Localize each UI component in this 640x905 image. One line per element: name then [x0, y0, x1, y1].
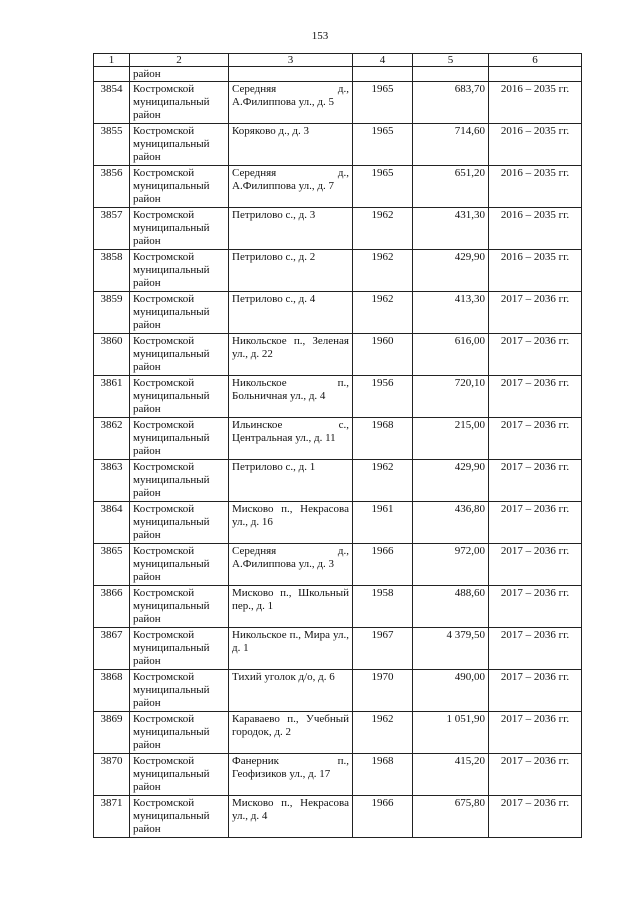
cell-address: Мисково п., Некрасова ул., д. 16: [229, 502, 353, 544]
continued-row: [94, 67, 582, 82]
cell-area: 720,10: [413, 376, 489, 418]
cell-district: Костромской муниципальный район: [130, 124, 229, 166]
cell-period: 2017 – 2036 гг.: [489, 292, 582, 334]
cell-district: Костромской муниципальный район: [130, 586, 229, 628]
cell-area: 490,00: [413, 670, 489, 712]
cell-address: Никольское п., Больничная ул., д. 4: [229, 376, 353, 418]
cell-district: Костромской муниципальный район: [130, 208, 229, 250]
cell-number: 3866: [94, 586, 130, 628]
cell-address: Петрилово с., д. 2: [229, 250, 353, 292]
cell-year: 1962: [353, 250, 413, 292]
cell-district: Костромской муниципальный район: [130, 544, 229, 586]
column-number: 6: [489, 54, 582, 67]
cell-period: 2017 – 2036 гг.: [489, 376, 582, 418]
cell-district: Костромской муниципальный район: [130, 670, 229, 712]
cell-address: Петрилово с., д. 3: [229, 208, 353, 250]
cell-number: 3865: [94, 544, 130, 586]
cell-year: 1962: [353, 292, 413, 334]
cell-period: 2017 – 2036 гг.: [489, 796, 582, 838]
cell-district: Костромской муниципальный район: [130, 250, 229, 292]
table-row: [94, 124, 582, 166]
table-row: [94, 334, 582, 376]
table-row: [94, 250, 582, 292]
cell-year: 1962: [353, 460, 413, 502]
cell-year: 1965: [353, 82, 413, 124]
cell-number: 3869: [94, 712, 130, 754]
column-number: 4: [353, 54, 413, 67]
column-number: 2: [130, 54, 229, 67]
table-row: [94, 754, 582, 796]
cell-number: 3871: [94, 796, 130, 838]
cell-district: Костромской муниципальный район: [130, 166, 229, 208]
cell-area: 1 051,90: [413, 712, 489, 754]
cell-year: 1961: [353, 502, 413, 544]
column-number: 3: [229, 54, 353, 67]
cell-period: 2017 – 2036 гг.: [489, 712, 582, 754]
cell-number: 3862: [94, 418, 130, 460]
cell-district: Костромской муниципальный район: [130, 334, 229, 376]
cell-number: 3858: [94, 250, 130, 292]
cell-address: Ильинское с., Центральная ул., д. 11: [229, 418, 353, 460]
cell-address: Караваево п., Учебный городок, д. 2: [229, 712, 353, 754]
cell-year: 1962: [353, 208, 413, 250]
cell-area: 616,00: [413, 334, 489, 376]
cell-area: 413,30: [413, 292, 489, 334]
cell-year: 1965: [353, 166, 413, 208]
cell-number: 3870: [94, 754, 130, 796]
cell-address: Никольское п., Мира ул., д. 1: [229, 628, 353, 670]
cell-area: 488,60: [413, 586, 489, 628]
cell-area: 429,90: [413, 460, 489, 502]
cell-period: 2017 – 2036 гг.: [489, 460, 582, 502]
cell-year: 1966: [353, 796, 413, 838]
cell-number: 3859: [94, 292, 130, 334]
cell-number: 3864: [94, 502, 130, 544]
cell-area: 683,70: [413, 82, 489, 124]
cell-number: 3854: [94, 82, 130, 124]
table-row: [94, 544, 582, 586]
cell-district: Костромской муниципальный район: [130, 754, 229, 796]
cell-district: Костромской муниципальный район: [130, 82, 229, 124]
cell-period: 2017 – 2036 гг.: [489, 544, 582, 586]
cell-period: 2016 – 2035 гг.: [489, 124, 582, 166]
cell-district: Костромской муниципальный район: [130, 292, 229, 334]
cell-number: 3863: [94, 460, 130, 502]
cell-number: 3857: [94, 208, 130, 250]
cell-address: Петрилово с., д. 1: [229, 460, 353, 502]
cell-number: 3856: [94, 166, 130, 208]
cell-number: 3868: [94, 670, 130, 712]
cell-address: Тихий уголок д/о, д. 6: [229, 670, 353, 712]
table-row: [94, 712, 582, 754]
cell-period: 2016 – 2035 гг.: [489, 82, 582, 124]
housing-table: [93, 53, 582, 838]
cell-number: 3855: [94, 124, 130, 166]
cell-area: 415,20: [413, 754, 489, 796]
cell-year: 1968: [353, 418, 413, 460]
cell-district: Костромской муниципальный район: [130, 460, 229, 502]
table-row: [94, 502, 582, 544]
table-row: [94, 418, 582, 460]
cell-district: Костромской муниципальный район: [130, 628, 229, 670]
cell-area: 651,20: [413, 166, 489, 208]
cell-area: 431,30: [413, 208, 489, 250]
cell-district: Костромской муниципальный район: [130, 796, 229, 838]
cell-number: 3867: [94, 628, 130, 670]
cell-address: Середняя д., А.Филиппова ул., д. 7: [229, 166, 353, 208]
column-number-row: [94, 54, 582, 67]
cell-district: Костромской муниципальный район: [130, 712, 229, 754]
cell-area: 429,90: [413, 250, 489, 292]
cell-area: 972,00: [413, 544, 489, 586]
cell-area: [413, 67, 489, 82]
cell-district: район: [130, 67, 229, 82]
cell-year: 1960: [353, 334, 413, 376]
cell-period: 2016 – 2035 гг.: [489, 250, 582, 292]
cell-address: Середняя д., А.Филиппова ул., д. 3: [229, 544, 353, 586]
cell-district: Костромской муниципальный район: [130, 502, 229, 544]
table-row: [94, 82, 582, 124]
cell-year: 1958: [353, 586, 413, 628]
cell-period: 2017 – 2036 гг.: [489, 754, 582, 796]
cell-area: 436,80: [413, 502, 489, 544]
cell-address: [229, 67, 353, 82]
cell-area: 4 379,50: [413, 628, 489, 670]
cell-period: 2017 – 2036 гг.: [489, 334, 582, 376]
cell-district: Костромской муниципальный район: [130, 376, 229, 418]
table-row: [94, 670, 582, 712]
table-row: [94, 796, 582, 838]
cell-area: 714,60: [413, 124, 489, 166]
table-row: [94, 166, 582, 208]
cell-address: Коряково д., д. 3: [229, 124, 353, 166]
cell-address: Мисково п., Школьный пер., д. 1: [229, 586, 353, 628]
cell-period: 2017 – 2036 гг.: [489, 586, 582, 628]
cell-year: 1966: [353, 544, 413, 586]
cell-year: 1970: [353, 670, 413, 712]
table-row: [94, 376, 582, 418]
cell-year: 1962: [353, 712, 413, 754]
cell-address: Петрилово с., д. 4: [229, 292, 353, 334]
page-number: 153: [311, 30, 329, 42]
cell-area: 675,80: [413, 796, 489, 838]
cell-year: 1965: [353, 124, 413, 166]
cell-period: 2016 – 2035 гг.: [489, 208, 582, 250]
cell-year: 1956: [353, 376, 413, 418]
table-row: [94, 208, 582, 250]
cell-district: Костромской муниципальный район: [130, 418, 229, 460]
column-number: 1: [94, 54, 130, 67]
cell-period: 2016 – 2035 гг.: [489, 166, 582, 208]
column-number: 5: [413, 54, 489, 67]
cell-address: Фанерник п., Геофизиков ул., д. 17: [229, 754, 353, 796]
cell-number: [94, 67, 130, 82]
cell-address: Середняя д., А.Филиппова ул., д. 5: [229, 82, 353, 124]
table-row: [94, 628, 582, 670]
cell-period: 2017 – 2036 гг.: [489, 418, 582, 460]
cell-year: 1967: [353, 628, 413, 670]
table-row: [94, 460, 582, 502]
cell-period: 2017 – 2036 гг.: [489, 670, 582, 712]
cell-number: 3861: [94, 376, 130, 418]
cell-address: Мисково п., Некрасова ул., д. 4: [229, 796, 353, 838]
cell-period: 2017 – 2036 гг.: [489, 628, 582, 670]
cell-year: 1968: [353, 754, 413, 796]
table-row: [94, 292, 582, 334]
cell-address: Никольское п., Зеленая ул., д. 22: [229, 334, 353, 376]
cell-area: 215,00: [413, 418, 489, 460]
table-row: [94, 586, 582, 628]
cell-period: [489, 67, 582, 82]
cell-year: [353, 67, 413, 82]
cell-number: 3860: [94, 334, 130, 376]
cell-period: 2017 – 2036 гг.: [489, 502, 582, 544]
